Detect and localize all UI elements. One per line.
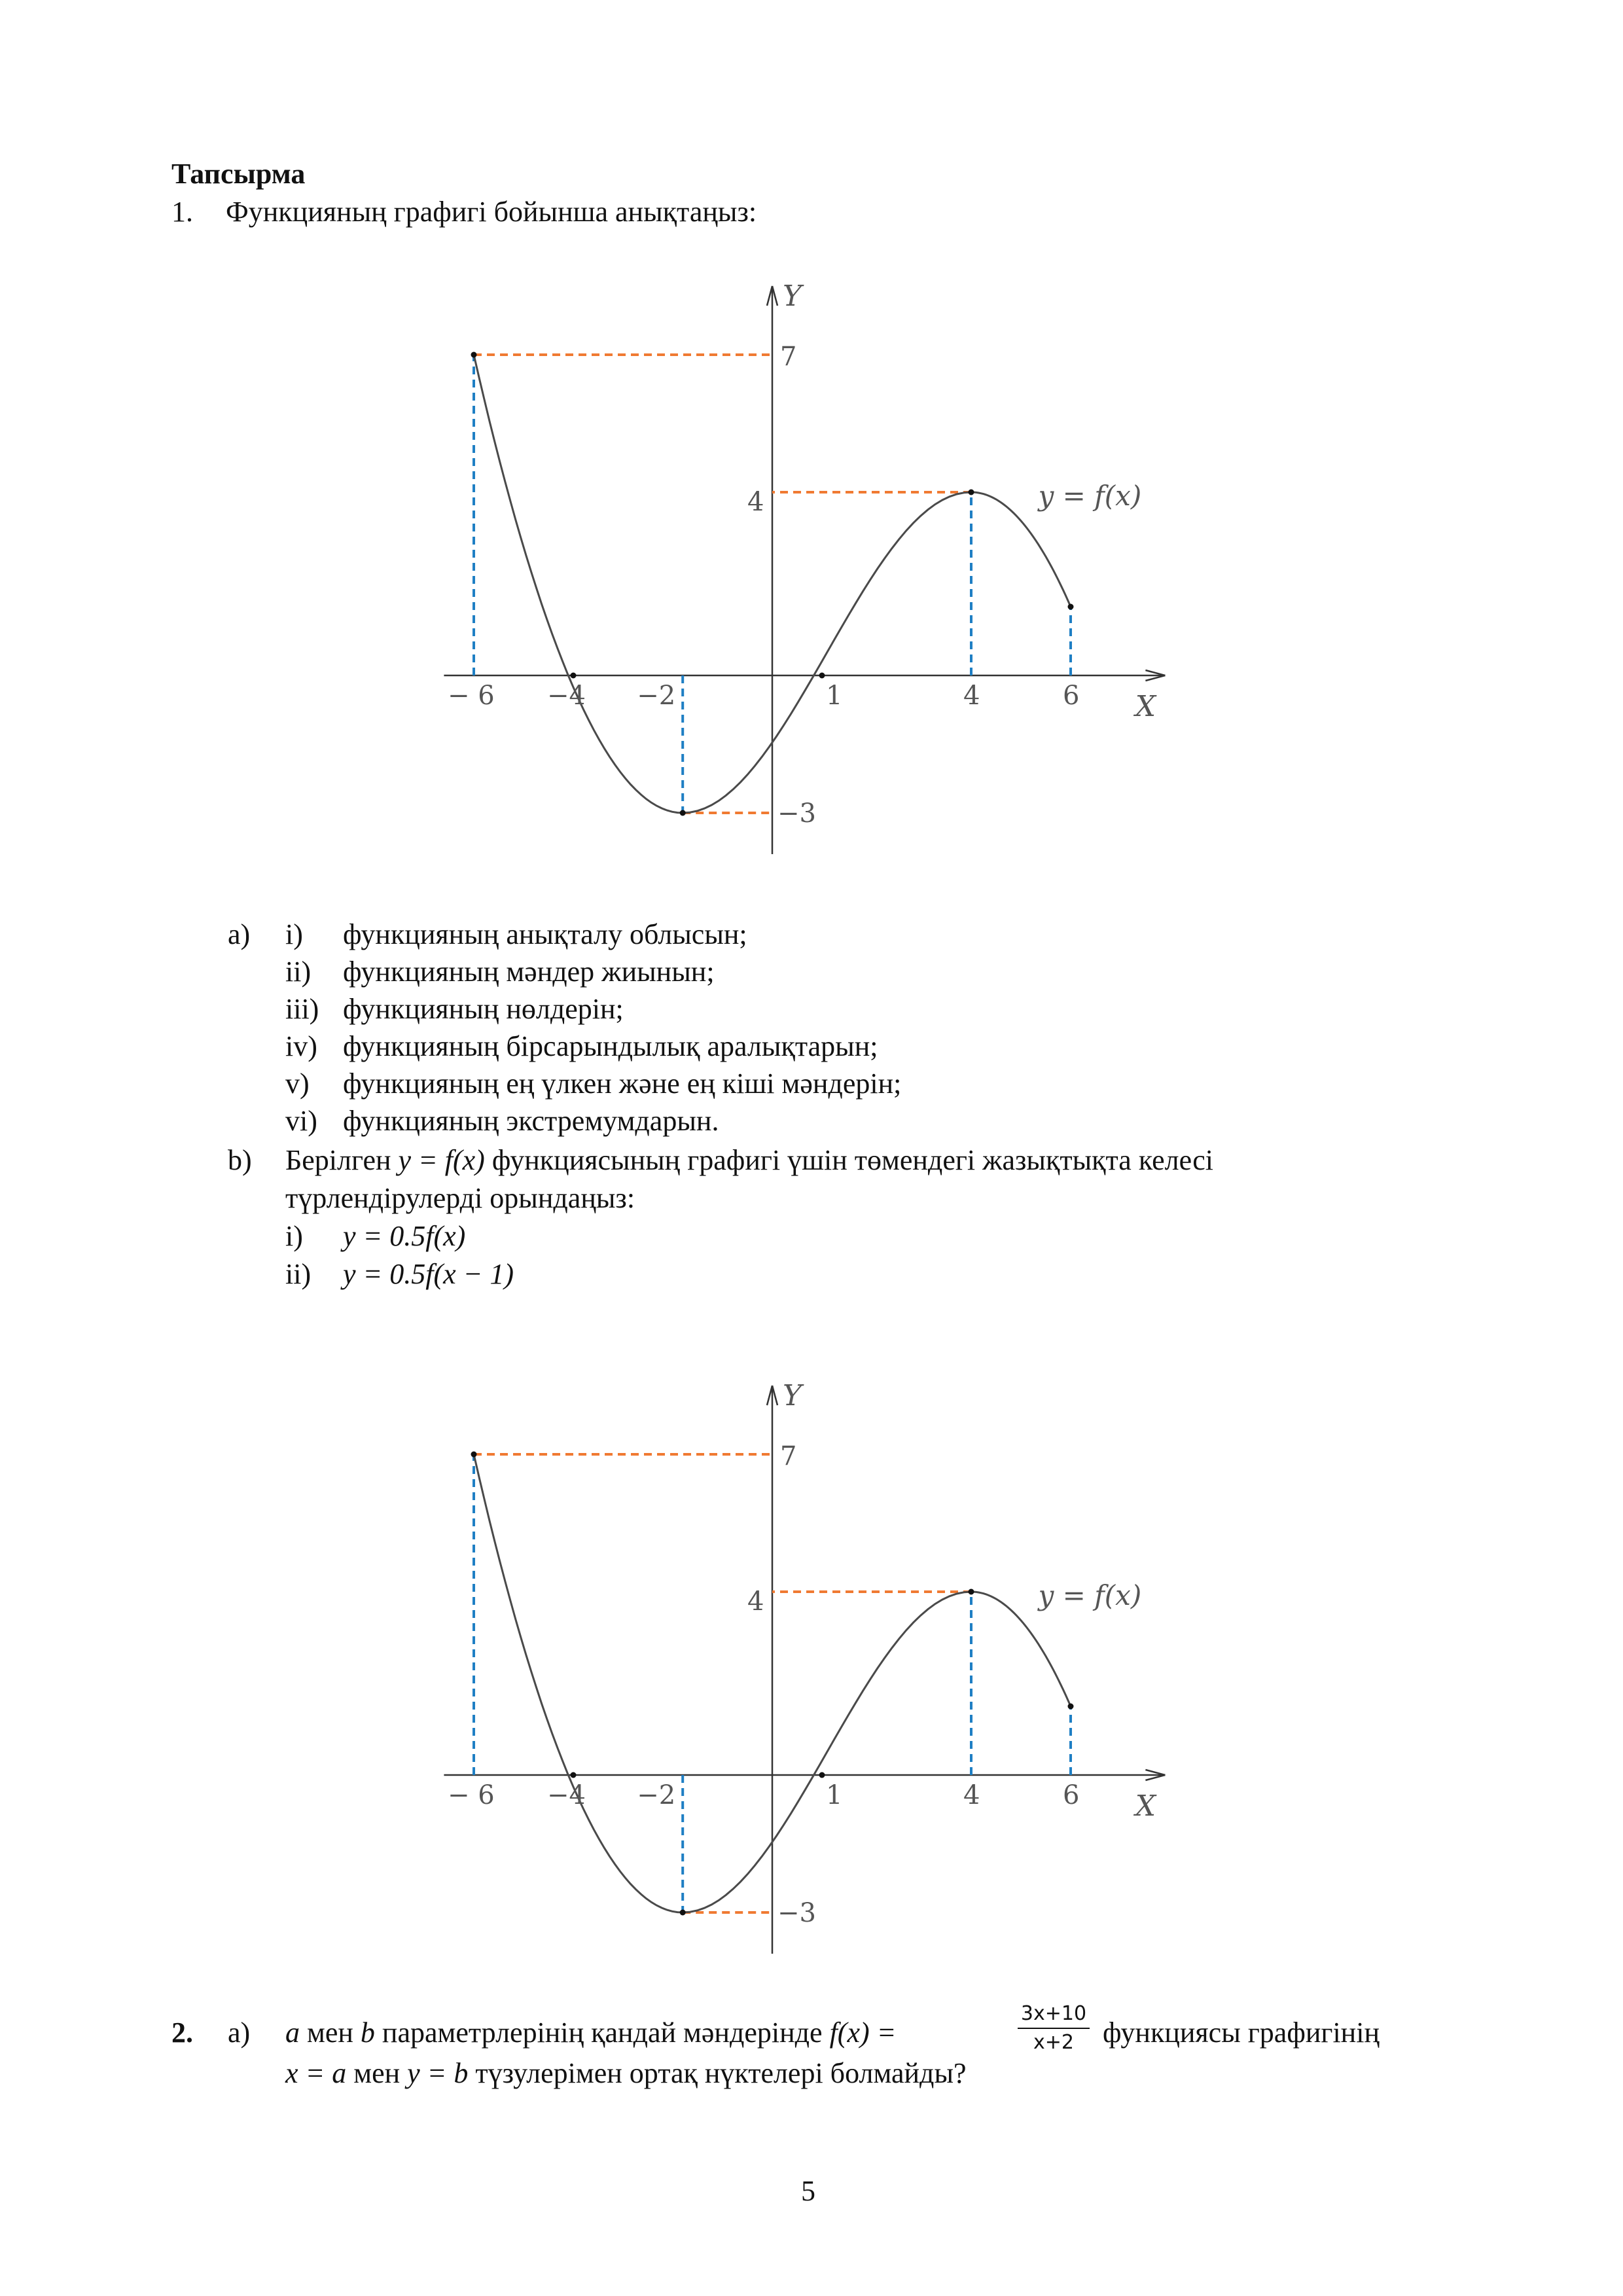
part-b-item-math: y = 0.5f(x − 1) (343, 1258, 514, 1290)
function-graph-1 (432, 236, 1178, 890)
function-graph-2 (432, 1335, 1178, 1990)
part-b-item-num: i) (285, 1220, 303, 1252)
function-label: y = f(x) (1038, 1579, 1142, 1611)
task1-text: Функцияның графигі бойынша анықтаңыз: (226, 196, 757, 228)
data-point (471, 1452, 477, 1458)
y-tick-label: −3 (777, 798, 816, 829)
part-b-math: y = f(x) (398, 1144, 485, 1176)
x-tick-label: −4 (547, 681, 586, 711)
x-tick-label: 1 (826, 681, 843, 711)
fraction-denominator: x+2 (1033, 2031, 1074, 2054)
data-point (571, 673, 577, 679)
y-tick-label: 4 (747, 1587, 764, 1617)
part-b-line2: түрлендірулерді орындаңыз: (285, 1182, 635, 1214)
x-tick-label: 1 (826, 1780, 843, 1810)
data-point (1068, 1704, 1074, 1710)
part-a-label: a) (228, 918, 251, 950)
part-a-item-num: v) (285, 1067, 310, 1100)
part-a-item-num: ii) (285, 956, 312, 988)
part-a-item-num: i) (285, 918, 303, 950)
y-axis-label: Y (783, 1379, 802, 1412)
x-tick-label: 6 (1063, 681, 1080, 711)
part-a-item-text: функцияның бірсарындылық аралықтарын; (343, 1030, 878, 1062)
part-b-label: b) (228, 1144, 252, 1176)
part-b-line1: Берілген y = f(x) функциясының графигі үшін төмендегі жазықтықта келесі (285, 1144, 1213, 1176)
y-tick-label: −3 (777, 1898, 816, 1928)
x-axis-label: X (1135, 690, 1156, 723)
x-tick-label: − 6 (448, 681, 495, 711)
x-tick-label: −4 (547, 1780, 586, 1810)
part-a-item-text: функцияның анықталу облысын; (343, 918, 747, 950)
part-a-item-text: функцияның экстремумдарын. (343, 1105, 719, 1137)
data-point (1068, 604, 1074, 610)
x-axis-label: X (1135, 1789, 1156, 1823)
data-point (969, 490, 974, 495)
task2-label: a) (228, 2017, 251, 2049)
y-tick-label: 7 (780, 342, 797, 372)
x-tick-label: 4 (963, 1780, 980, 1810)
data-point (571, 1772, 577, 1778)
data-point (680, 1910, 686, 1916)
y-tick-label: 4 (747, 487, 764, 517)
part-a-item-text: функцияның нөлдерін; (343, 993, 624, 1025)
heading: Тапсырма (171, 158, 306, 190)
data-point (819, 673, 825, 679)
x-tick-label: 6 (1063, 1780, 1080, 1810)
function-label: y = f(x) (1038, 480, 1142, 512)
part-b-item-math: y = 0.5f(x) (343, 1220, 466, 1252)
part-a-item-num: iii) (285, 993, 319, 1025)
data-point (680, 810, 686, 816)
data-point (819, 1772, 825, 1778)
y-tick-label: 7 (780, 1441, 797, 1471)
y-axis-label: Y (783, 279, 802, 313)
x-tick-label: 4 (963, 681, 980, 711)
x-tick-label: −2 (637, 1780, 676, 1810)
task2-line1: a мен b параметрлерінің қандай мәндерінде f(x) = (285, 2017, 897, 2049)
part-a-item-text: функцияның ең үлкен және ең кіші мәндерін; (343, 1067, 902, 1100)
fraction-numerator: 3x+10 (1020, 2002, 1087, 2025)
part-a-item-num: vi) (285, 1105, 317, 1137)
task2-line1-post: функциясы графигінің (1103, 2017, 1380, 2049)
part-a-item-num: iv) (285, 1030, 317, 1062)
part-b-item-num: ii) (285, 1258, 312, 1290)
task2-line2: x = a мен y = b түзулерімен ортақ нүктелері болмайды? (285, 2057, 967, 2089)
data-point (969, 1589, 974, 1595)
x-tick-label: −2 (637, 681, 676, 711)
page-number: 5 (801, 2175, 815, 2207)
fraction-bar (1018, 2028, 1090, 2029)
task2-fx: f(x) = (829, 2017, 897, 2049)
data-point (471, 352, 477, 358)
task2-number: 2. (171, 2017, 193, 2049)
part-a-item-text: функцияның мәндер жиынын; (343, 956, 715, 988)
x-tick-label: − 6 (448, 1780, 495, 1810)
task1-number: 1. (171, 196, 193, 228)
